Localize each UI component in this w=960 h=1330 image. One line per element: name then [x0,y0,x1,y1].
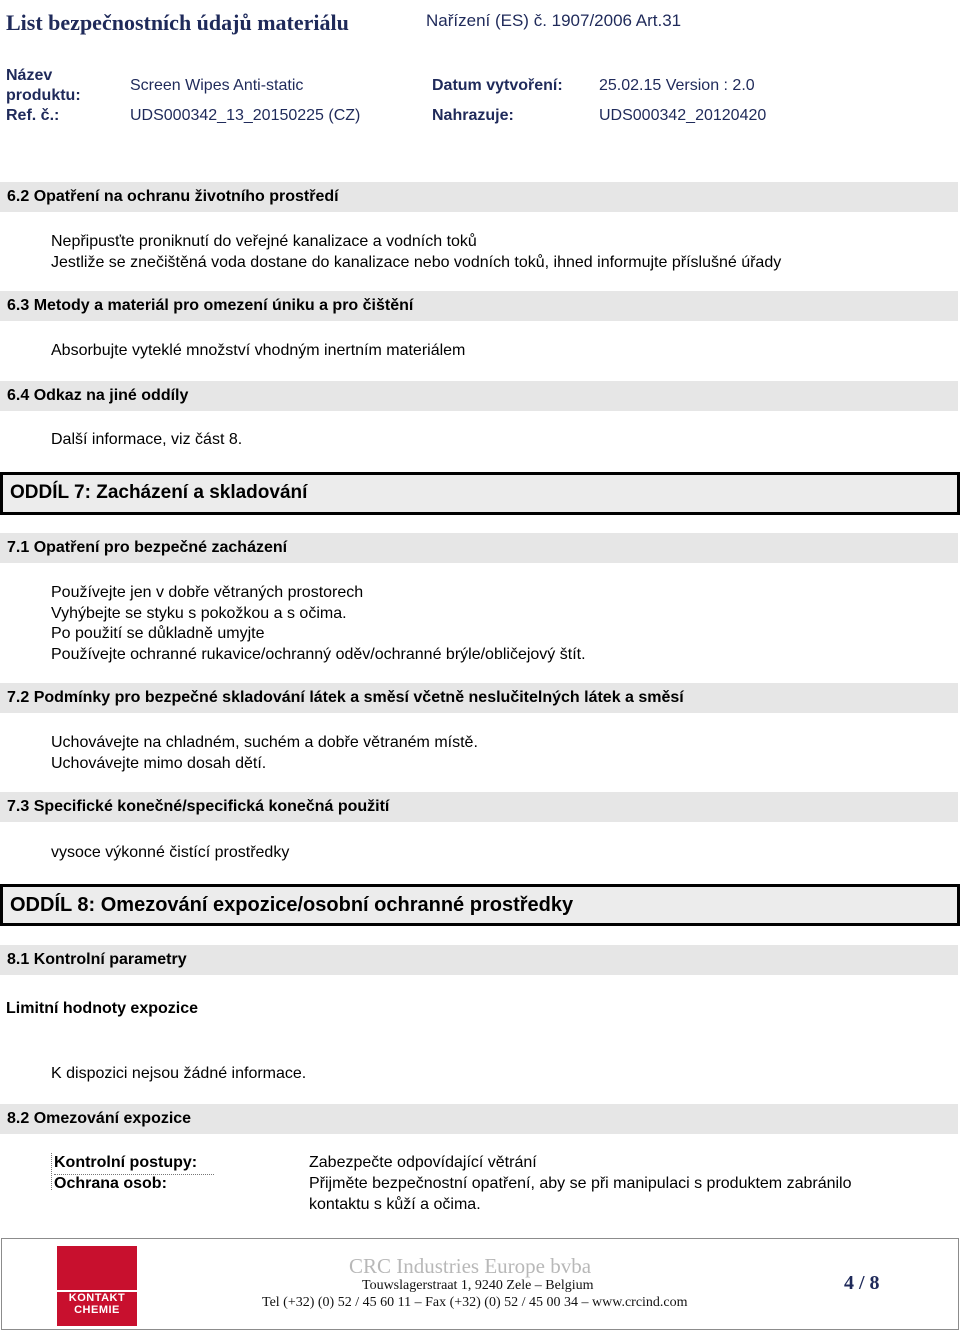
logo-text-line1: KONTAKT [68,1292,126,1304]
s7-2-line1: Uchovávejte na chladném, suchém a dobře větraném místě. [51,734,478,751]
s7-1-line4: Používejte ochranné rukavice/ochranný oděv/ochranné brýle/obličejový štít. [51,646,586,663]
subsection-6-2-heading [0,182,958,212]
subsection-6-4-title: 6.4 Odkaz na jiné oddíly [7,387,189,404]
s6-4-line1: Další informace, viz část 8. [51,431,243,448]
s7-1-line2: Vyhýbejte se styku s pokožkou a s očima. [51,605,347,622]
subsection-6-2-title: 6.2 Opatření na ochranu životního prostředí [7,188,339,205]
subsection-7-2-heading [0,683,958,713]
replaces-label: Nahrazuje: [432,107,514,124]
section-7-header [0,472,960,515]
s6-2-line1: Nepřipusťte proniknutí do veřejné kanalizace a vodních toků [51,233,477,250]
subsection-8-2-heading [0,1104,958,1134]
section-8-header [0,884,960,926]
product-label-line1: Název [6,67,53,84]
subsection-8-1-title: 8.1 Kontrolní parametry [7,951,187,968]
page-number: 4 / 8 [844,1272,880,1294]
ref-value: UDS000342_13_20150225 (CZ) [130,107,361,124]
s6-2-line2: Jestliže se znečištěná voda dostane do kanalizace nebo vodních toků, ihned informujte příslušné úřady [51,254,782,271]
s7-3-line1: vysoce výkonné čistící prostředky [51,844,290,861]
s6-3-line1: Absorbujte vyteklé množství vhodným inertním materiálem [51,342,466,359]
regulation-reference: Nařízení (ES) č. 1907/2006 Art.31 [426,11,682,30]
created-label: Datum vytvoření: [432,77,563,94]
subsection-6-3-heading [0,291,958,321]
controls-label: Kontrolní postupy: [54,1154,198,1171]
subsection-7-1-heading [0,533,958,563]
subsection-7-2-title: 7.2 Podmínky pro bezpečné skladování látek a směsí včetně neslučitelných látek a směsí [7,689,684,706]
subsection-8-1-heading [0,945,958,975]
protection-value-line2: kontaktu s kůží a očima. [309,1196,481,1213]
controls-value: Zabezpečte odpovídající větrání [309,1154,537,1171]
product-label-line2: produktu: [6,87,81,104]
subsection-7-3-heading [0,792,958,822]
subsection-7-1-title: 7.1 Opatření pro bezpečné zacházení [7,539,288,556]
subsection-8-2-title: 8.2 Omezování expozice [7,1110,192,1127]
section-7-title: ODDÍL 7: Zacházení a skladování [10,482,308,503]
table-left-rule [51,1153,52,1190]
kontakt-chemie-logo [57,1246,137,1326]
company-address: Touwslagerstraat 1, 9240 Zele – Belgium [362,1278,594,1293]
subsection-6-3-title: 6.3 Metody a materiál pro omezení úniku a pro čištění [7,297,414,314]
protection-value-line1: Přijměte bezpečnostní opatření, aby se při manipulaci s produktem zabránilo [309,1175,852,1192]
section-8-title: ODDÍL 8: Omezování expozice/osobní ochranné prostředky [10,894,574,916]
replaces-value: UDS000342_20120420 [599,107,767,124]
protection-label: Ochrana osob: [54,1175,167,1192]
company-name: CRC Industries Europe bvba [349,1254,592,1278]
ref-label: Ref. č.: [6,107,60,124]
s8-1-line1: K dispozici nejsou žádné informace. [51,1065,307,1082]
s7-1-line1: Používejte jen v dobře větraných prostorech [51,584,364,601]
subsection-7-3-title: 7.3 Specifické konečné/specifická konečná použití [7,798,390,815]
exposure-limits-subheading: Limitní hodnoty expozice [6,1000,199,1017]
document-title: List bezpečnostních údajů materiálu [6,10,349,35]
created-value: 25.02.15 Version : 2.0 [599,77,755,94]
company-contact: Tel (+32) (0) 52 / 45 60 11 – Fax (+32) (0) 52 / 45 00 34 – www.crcind.com [262,1295,688,1310]
product-name: Screen Wipes Anti-static [130,77,304,94]
s7-1-line3: Po použití se důkladně umyjte [51,625,265,642]
subsection-6-4-heading [0,381,958,411]
logo-text-line2: CHEMIE [74,1304,120,1316]
s7-2-line2: Uchovávejte mimo dosah dětí. [51,755,267,772]
